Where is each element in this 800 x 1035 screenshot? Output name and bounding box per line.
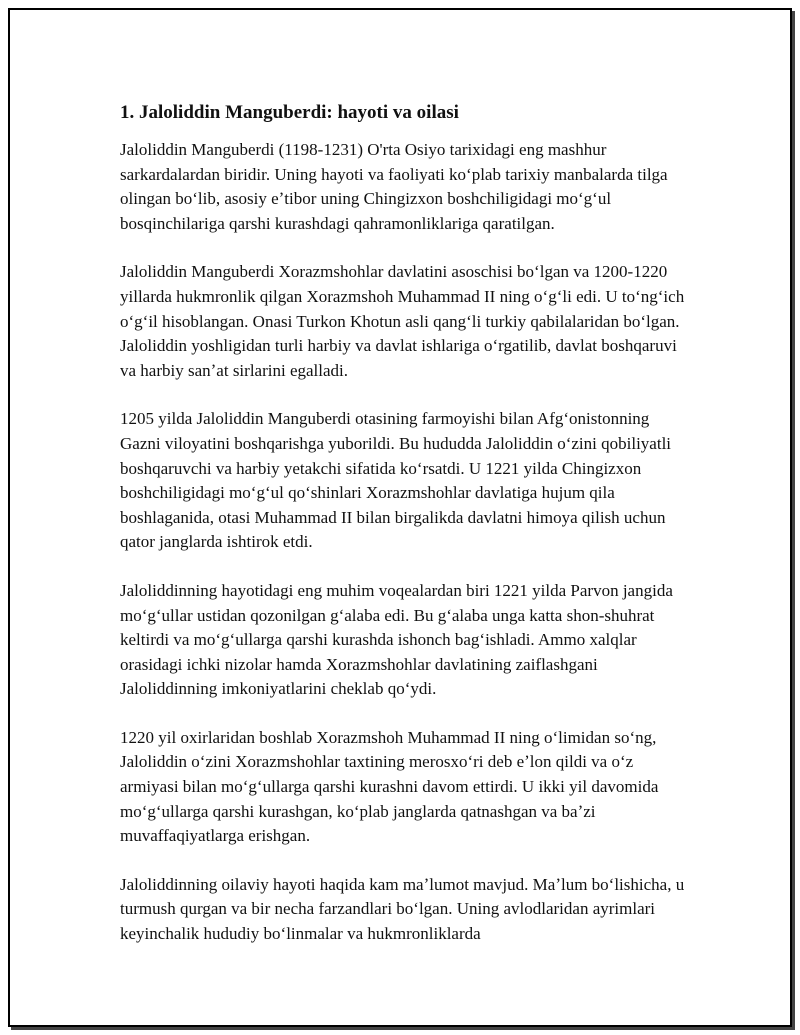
paragraph-family-origin: Jaloliddin Manguberdi Xorazmshohlar davlatini asoschisi boʻlgan va 1200-1220 yillarda hukmronlik qilgan Xorazmshoh Muhammad II ning oʻgʻli edi. U toʻngʻich oʻgʻil hisoblangan. Onasi Turkon Khotun asli qangʻli turkiy qabilalaridan boʻlgan. Jaloliddin yoshligidan turli harbiy va davlat ishlariga oʻrgatilib, davlat boshqaruvi va harbiy sanʼat sirlarini egalladi. bbox=[120, 262, 685, 380]
document-page bbox=[8, 8, 792, 1027]
document-body bbox=[120, 100, 692, 971]
paragraph-intro: Jaloliddin Manguberdi (1198-1231) O'rta Osiyo tarixidagi eng mashhur sarkardalardan biridir. Uning hayoti va faoliyati koʻplab tarixiy manbalarda tilga olingan boʻlib, asosiy eʼtibor uning Chingizxon boshchiligidagi moʻgʻul bosqinchilariga qarshi kurashdagi qahramonliklariga qaratilgan. bbox=[120, 140, 668, 233]
section-heading: 1. Jaloliddin Manguberdi: hayoti va oilasi bbox=[120, 102, 459, 123]
paragraph-parvon-battle: Jaloliddinning hayotidagi eng muhim voqealardan biri 1221 yilda Parvon jangida moʻgʻullar ustidan qozonilgan gʻalaba edi. Bu gʻalaba unga katta shon-shuhrat keltirdi va moʻgʻullarga qarshi kurashda ishonch bagʻishladi. Ammo xalqlar orasidagi ichki nizolar hamda Xorazmshohlar davlatining zaiflashgani Jaloliddinning imkoniyatlarini cheklab qoʻydi. bbox=[120, 580, 673, 699]
paragraph-struggle: 1220 yil oxirlaridan boshlab Xorazmshoh Muhammad II ning oʻlimidan soʻng, Jaloliddin oʻzini Xorazmshohlar taxtining merosxoʻri deb eʼlon qildi va oʻz armiyasi bilan moʻgʻullarga qarshi kurashni davom ettirdi. U ikki yil davomida moʻgʻullarga qarshi kurashgan, koʻplab janglarda qatnashgan va baʼzi muvaffaqiyatlarga erishgan. bbox=[120, 727, 659, 846]
paragraph-gazni-governance: 1205 yilda Jaloliddin Manguberdi otasining farmoyishi bilan Afgʻonistonning Gazni viloyatini boshqarishga yuborildi. Bu hududda Jaloliddin oʻzini qobiliyatli boshqaruvchi va harbiy yetakchi sifatida koʻrsatdi. U 1221 yilda Chingizxon boshchiligidagi moʻgʻul qoʻshinlari Xorazmshohlar davlatiga hujum qila boshlaganida, otasi Muhammad II bilan birgalikda davlatni himoya qilish uchun qator janglarda ishtirok etdi. bbox=[120, 409, 672, 552]
paragraph-family-life: Jaloliddinning oilaviy hayoti haqida kam maʼlumot mavjud. Maʼlum boʻlishicha, u turmush qurgan va bir necha farzandlari boʻlgan. Uning avlodlaridan ayrimlari keyinchalik hududiy boʻlinmalar va hukmronliklarda bbox=[120, 874, 685, 944]
